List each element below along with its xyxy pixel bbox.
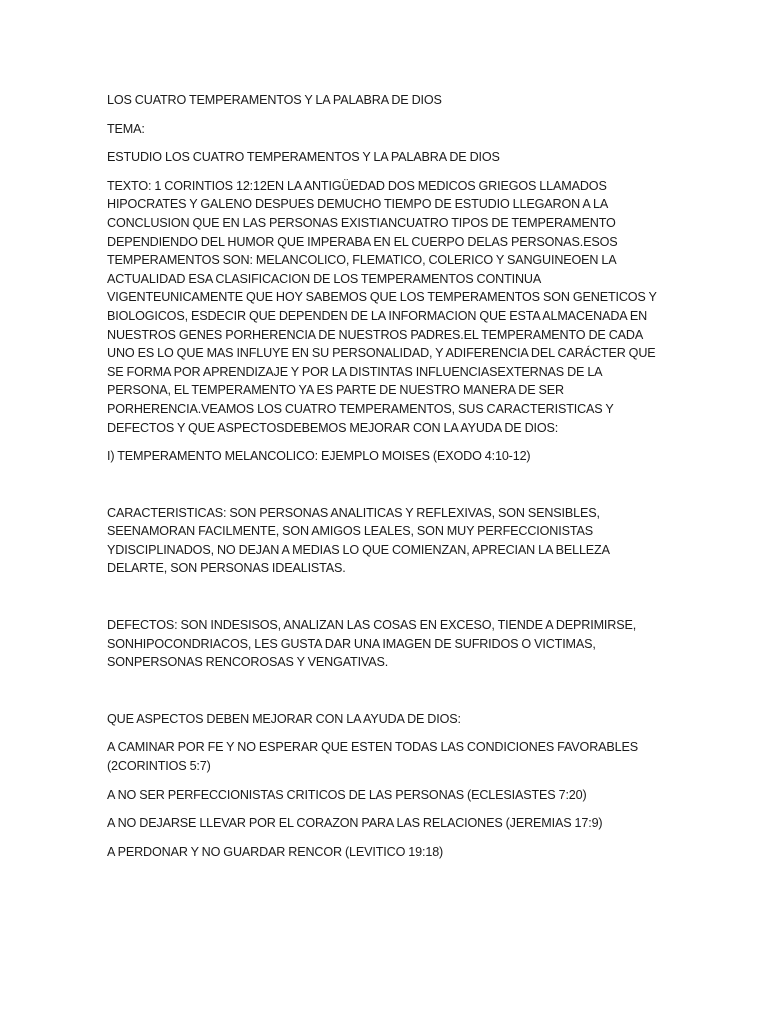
aspecto-item: A NO DEJARSE LLEVAR POR EL CORAZON PARA LAS RELACIONES (JEREMIAS 17:9): [107, 816, 603, 831]
caracteristicas-paragraph: CARACTERISTICAS: SON PERSONAS ANALITICAS Y REFLEXIVAS, SON SENSIBLES, SEENAMORAN FACILMENTE, SON AMIGOS LEALES, SON MUY PERFECCIONISTAS YDISCIPLINADOS, NO DEJAN A MEDIAS LO QUE COMIENZAN, APRECIAN LA BELLEZA DELARTE, SON PERSONAS IDEALISTAS.: [107, 505, 610, 576]
aspecto-item: A PERDONAR Y NO GUARDAR RENCOR (LEVITICO 19:18): [107, 844, 444, 859]
document-title: LOS CUATRO TEMPERAMENTOS Y LA PALABRA DE DIOS: [107, 93, 442, 107]
document-subtitle: ESTUDIO LOS CUATRO TEMPERAMENTOS Y LA PALABRA DE DIOS: [107, 150, 500, 165]
tema-label: TEMA:: [107, 121, 145, 136]
aspecto-item: A CAMINAR POR FE Y NO ESPERAR QUE ESTEN TODAS LAS CONDICIONES FAVORABLES (2CORINTIOS 5:7): [107, 740, 639, 774]
texto-paragraph: TEXTO: 1 CORINTIOS 12:12EN LA ANTIGÜEDAD DOS MEDICOS GRIEGOS LLAMADOS HIPOCRATES Y GALENO DESPUES DEMUCHO TIEMPO DE ESTUDIO LLEGARON A LA CONCLUSION QUE EN LAS PERSONAS EXISTIANCUATRO TIPOS DE TEMPERAMENTO DEPENDIENDO DEL HUMOR QUE IMPERABA EN EL CUERPO DELAS PERSONAS.ESOS TEMPERAMENTOS SON: MELANCOLICO, FLEMATICO, COLERICO Y SANGUINEOEN LA ACTUALIDAD ESA CLASIFICACION DE LOS TEMPERAMENTOS CONTINUA VIGENTEUNICAMENTE QUE HOY SABEMOS QUE LOS TEMPERAMENTOS SON GENETICOS Y BIOLOGICOS, ESDECIR QUE DEPENDEN DE LA INFORMACION QUE ESTA ALMACENADA EN NUESTROS GENES PORHERENCIA DE NUESTROS PADRES.EL TEMPERAMENTO DE CADA UNO ES LO QUE MAS INFLUYE EN SU PERSONALIDAD, Y ADIFERENCIA DEL CARÁCTER QUE SE FORMA POR APRENDIZAJE Y POR LA DISTINTAS INFLUENCIASEXTERNAS DE LA PERSONA, EL TEMPERAMENTO YA ES PARTE DE NUESTRO MANERA DE SER PORHERENCIA.VEAMOS LOS CUATRO TEMPERAMENTOS, SUS CARACTERISTICAS Y DEFECTOS Y QUE ASPECTOSDEBEMOS MEJORAR CON LA AYUDA DE DIOS:: [107, 178, 657, 435]
aspecto-item: A NO SER PERFECCIONISTAS CRITICOS DE LAS PERSONAS (ECLESIASTES 7:20): [107, 787, 587, 802]
defectos-paragraph: DEFECTOS: SON INDESISOS, ANALIZAN LAS COSAS EN EXCESO, TIENDE A DEPRIMIRSE, SONHIPOCONDRIACOS, LES GUSTA DAR UNA IMAGEN DE SUFRIDOS O VICTIMAS, SONPERSONAS RENCOROSAS Y VENGATIVAS.: [107, 618, 637, 670]
aspectos-heading: QUE ASPECTOS DEBEN MEJORAR CON LA AYUDA DE DIOS:: [107, 711, 461, 726]
document-body: [107, 91, 665, 871]
section-heading-melancolico: I) TEMPERAMENTO MELANCOLICO: EJEMPLO MOISES (EXODO 4:10-12): [107, 449, 531, 464]
